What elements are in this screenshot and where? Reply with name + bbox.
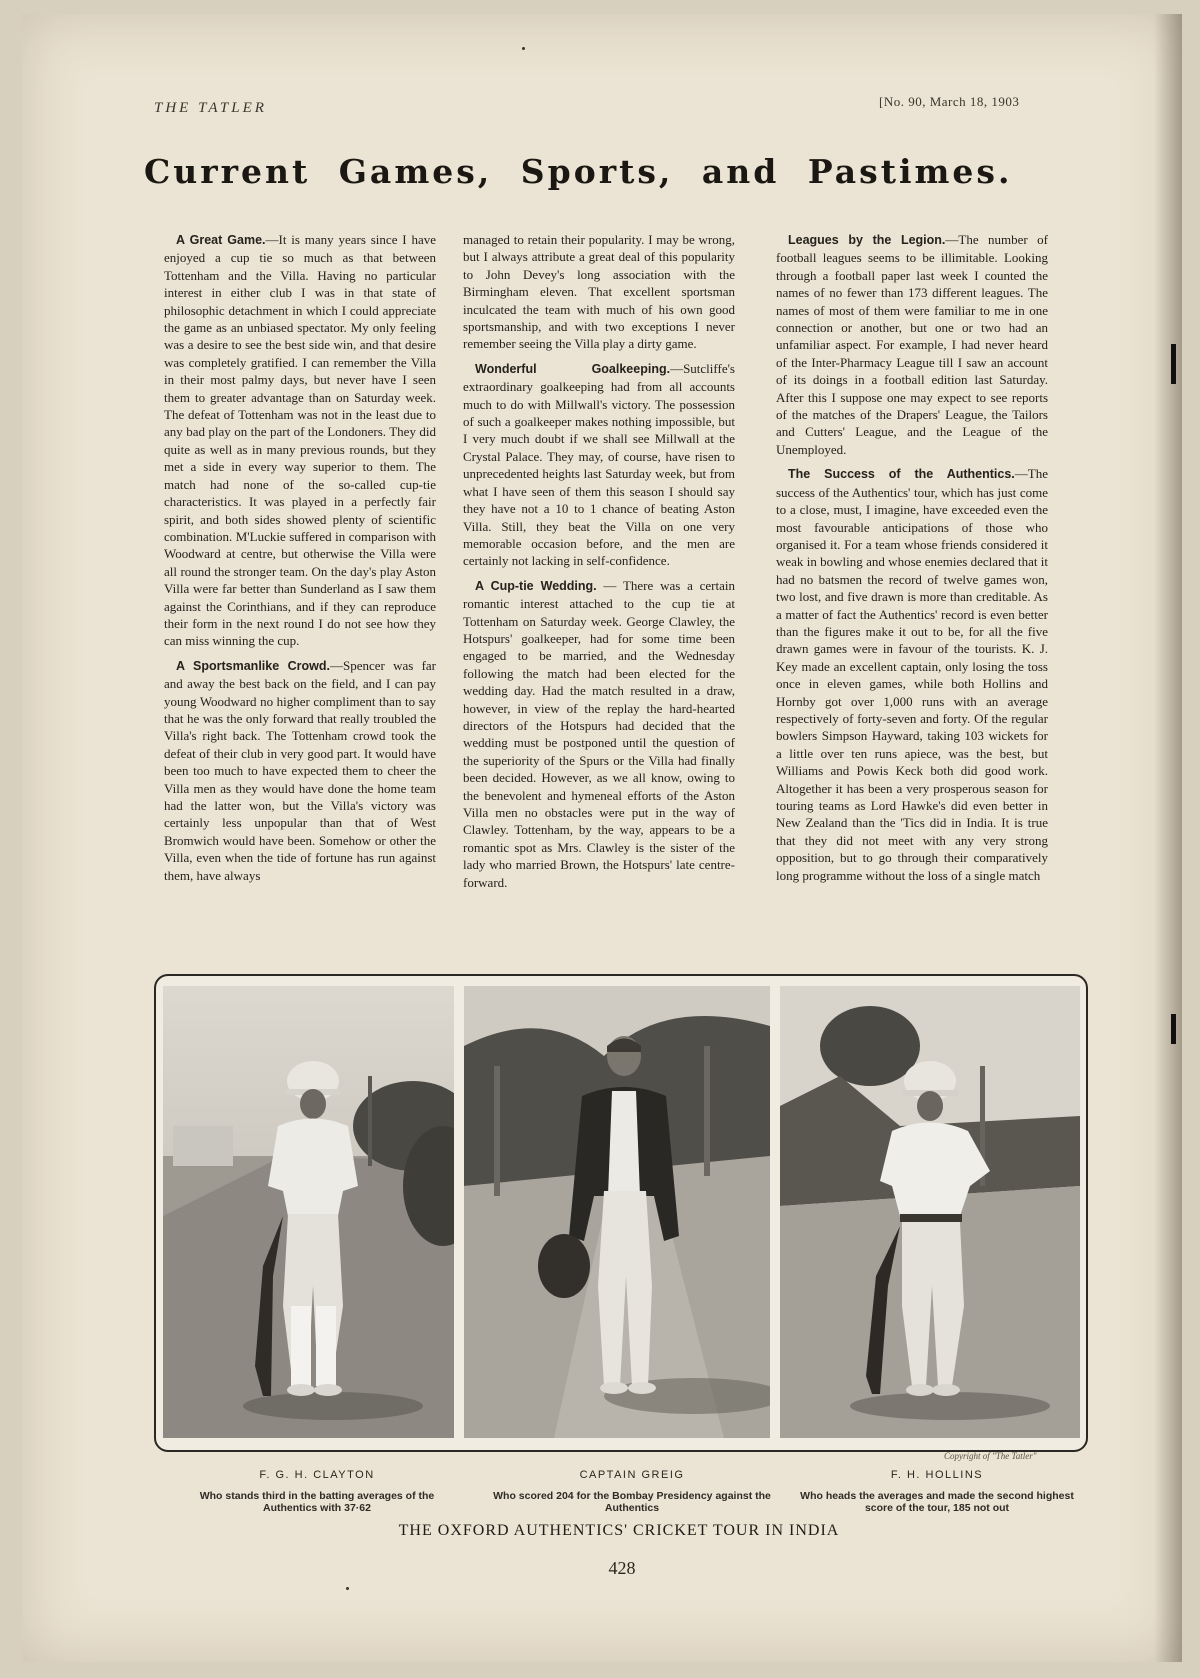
caption-description: Who stands third in the batting averages of the Authentics with 37·62 xyxy=(199,1490,435,1514)
caption-description: Who heads the averages and made the second highest score of the tour, 185 not out xyxy=(800,1490,1074,1514)
magazine-page xyxy=(22,14,1182,1662)
paragraph xyxy=(164,231,436,650)
running-head-issue: [No. 90, March 18, 1903 xyxy=(879,94,1020,109)
paragraph-lead: Wonderful Goalkeeping. xyxy=(475,361,671,376)
photo-hollins xyxy=(780,986,1080,1438)
paragraph-text: —Spencer was far and away the best back on the field, and I can pay young Woodward no higher compliment than to say that he was the only forward that really troubled the Villa's right back. The Tottenham crowd took the defeat of their club in very good part. It would have been too much to have expected them to cheer the Villa men as they would have done the home team had the latter won, but the Villa's victory was certainly less unpopular than that of West Bromwich would have been. Somehow or other the Villa, even when the tide of fortune has run against them, have always xyxy=(164,657,436,883)
photo-panel xyxy=(154,974,1088,1452)
paragraph xyxy=(463,231,735,353)
photo-clayton xyxy=(163,986,454,1438)
paragraph-text: —The success of the Authentics' tour, which has just come to a close, must, I imagine, have exceeded even the most favourable anticipations of those who organised it. For a team whose friends considered it weak in bowling and whose enemies declared that it had no batsmen the record of twelve games won, two lost, and five drawn is more than creditable. As a matter of fact the Authentics' record is even better than the figures make it out to be, for all the five drawn games were in favour of the tourists. K. J. Key made an excellent captain, only losing the toss once in eleven games, while both Hollins and Hornby got over 1,000 runs with an average respectively of forty-seven and forty. Of the regular bowlers Simpson Hayward, taking 103 wickets for a little over ten runs apiece, was the best, but Williams and Powis Keck both did good work. Altogether it has been a very prosperous season for touring teams as Lord Hawke's did even better in New Zealand than the 'Tics did in India. It is true that they did not meet with any very strong opposition, but to go through their comparatively long programme without the loss of a single match xyxy=(776,466,1048,883)
paragraph xyxy=(463,360,735,570)
article-column-1 xyxy=(164,231,436,891)
paragraph-text: —The number of football leagues seems to be illimitable. Looking through a football paper last week I counted the names of no fewer than 173 different leagues. The names of most of them were familiar to me in one connection or another, but one or two had an unfamiliar aspect. For example, I had never heard of the Inter-Pharmacy League till I saw an account of its doings in a football edition last Saturday. After this I suppose one may expect to see reports of the matches of the Drapers' League, the Tailors and Cutters' League, and the League of the Unemployed. xyxy=(776,232,1048,457)
paper-speck xyxy=(346,1587,349,1590)
paragraph xyxy=(164,657,436,884)
page-edge-shadow xyxy=(1154,14,1182,1662)
paragraph xyxy=(776,231,1048,458)
photo-credit: Copyright of "The Tatler" xyxy=(944,1451,1037,1461)
paragraph-lead: A Sportsmanlike Crowd. xyxy=(176,658,330,673)
feature-title: THE OXFORD AUTHENTICS' CRICKET TOUR IN INDIA xyxy=(398,1522,840,1539)
caption-name: F. H. HOLLINS xyxy=(890,1469,984,1481)
paragraph-text: — There was a certain romantic interest attached to the cup tie at Tottenham on Saturday week. George Clawley, the Hotspurs' goalkeeper, had for some time been engaged to be married, and the Wednesday following the match had been elected for the wedding day. Had the match resulted in a draw, however, in view of the replay the hard-hearted directors of the Hotspurs had decided that the wedding must be postponed until the question of the superiority of the Spurs or the Villa had finally been decided. However, as we all know, owing to the benevolent and hymeneal efforts of the Aston Villa men no obstacles were put in the way of Clawley. Tottenham, by the way, appears to be a romantic spot as Mrs. Clawley is the sister of the lady who married Brown, the Hotspurs' late centre-forward. xyxy=(463,577,735,890)
paragraph xyxy=(463,577,735,891)
caption-clayton xyxy=(172,1469,462,1514)
paragraph-text: —It is many years since I have enjoyed a cup tie so much as that between Tottenham and the Villa. Having no particular interest in either club I was in that state of philosophic detachment in which I could appreciate the game as an unbiased spectator. My only feeling was a desire to see the best side win, and that desire was completely gratified. I can remember the Villa in their most palmy days, but never have I seen them to greater advantage than on Saturday week. The defeat of Tottenham was not in the least due to any bad play on the part of the Londoners. They did quite as well as in many previous rounds, but they met a side in every way superior to them. The match had none of the so-called cup-tie characteristics. It was played in a perfectly fair spirit, and both sides showed plenty of scientific combination. M'Luckie suffered in comparison with Woodward at centre, but otherwise the Villa were all round the stronger team. On the day's play Aston Villa were far better than Sunderland as I saw them against the Corinthians, and if they can reproduce their form in the next round I do not see how they can miss winning the cup. xyxy=(164,232,436,649)
edge-mark xyxy=(1171,1014,1176,1044)
paper-speck xyxy=(522,47,525,50)
paragraph-text: —Sutcliffe's extraordinary goalkeeping had from all accounts much to do with Millwall's victory. The possession of such a goalkeeper makes nothing impossible, but I very much doubt if we shall see Millwall at the Crystal Palace. They may, of course, have risen to unprecedented heights last Saturday week, but from what I have seen of them this season I should say they have not a 10 to 1 chance of beating Aston Villa. Still, they beat the Villa on one very memorable occasion before, and the men are certainly not lacking in self-confidence. xyxy=(463,360,735,569)
caption-hollins xyxy=(787,1469,1087,1514)
photo-greig xyxy=(464,986,770,1438)
article-column-3 xyxy=(776,231,1048,891)
paragraph-lead: A Great Game. xyxy=(176,233,266,247)
headline: Current Games, Sports, and Pastimes. xyxy=(144,152,1013,191)
article-column-2 xyxy=(463,231,735,898)
paragraph-lead: Leagues by the Legion. xyxy=(788,233,946,247)
caption-name: F. G. H. CLAYTON xyxy=(259,1469,375,1481)
caption-greig xyxy=(482,1469,782,1514)
paragraph-lead: A Cup-tie Wedding. xyxy=(475,578,597,593)
caption-description: Who scored 204 for the Bombay Presidency against the Authentics xyxy=(493,1490,771,1514)
caption-name: CAPTAIN GREIG xyxy=(579,1469,685,1481)
page-number: 428 xyxy=(608,1558,636,1578)
paragraph xyxy=(776,465,1048,884)
paragraph-lead: The Success of the Authentics. xyxy=(788,467,1015,482)
paragraph-text: managed to retain their popularity. I may be wrong, but I always attribute a great deal of this popularity to John Devey's long association with the Birmingham eleven. That excellent sportsman inculcated the team with much of his own good sportsmanship, and with two exceptions I never remember seeing the Villa play a dirty game. xyxy=(463,232,735,352)
running-head-publication: THE TATLER xyxy=(154,100,267,116)
edge-mark xyxy=(1171,344,1176,384)
